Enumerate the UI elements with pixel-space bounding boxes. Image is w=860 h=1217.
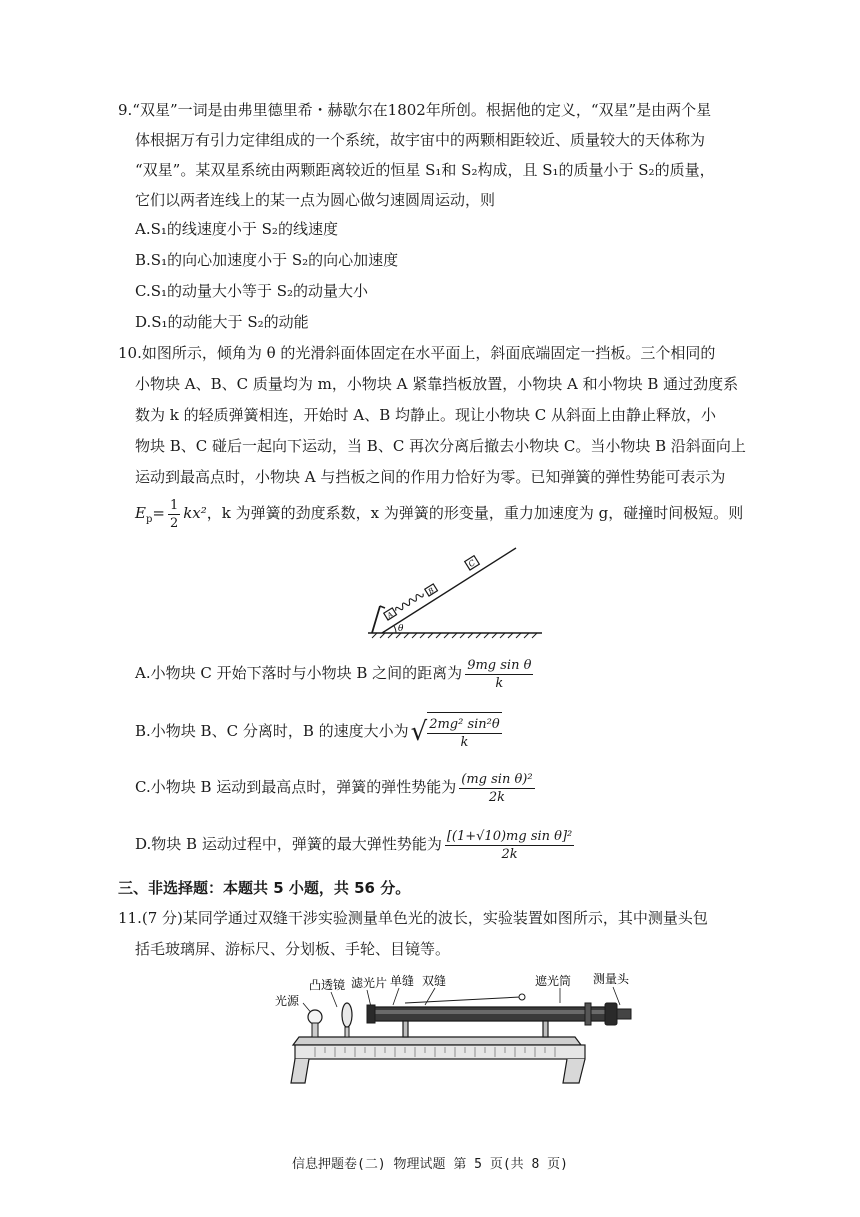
- q10-option-a-num: 9mg sin θ: [467, 657, 532, 673]
- ep-fraction-den: 2: [169, 515, 179, 531]
- q9-option-b: B.S₁的向心加速度小于 S₂的向心加速度: [135, 251, 399, 269]
- label-single-slit: 单缝: [390, 974, 415, 988]
- q9-option-d: D.S₁的动能大于 S₂的动能: [135, 313, 309, 331]
- q10-line-6-rest: ，k 为弹簧的劲度系数，x 为弹簧的形变量，重力加速度为 g，碰撞时间极短。则: [206, 504, 744, 522]
- q10-option-a-fraction: [465, 657, 533, 692]
- theta-arc: [394, 626, 396, 633]
- page-footer: 信息押题卷(二) 物理试题 第 5 页(共 8 页): [292, 1157, 568, 1172]
- q10-option-b: [135, 711, 502, 753]
- q10-option-d-den: 2k: [501, 846, 518, 862]
- ep-subscript: p: [145, 514, 153, 525]
- label-convex-lens: 凸透镜: [309, 978, 346, 992]
- q10-option-c: [135, 767, 538, 807]
- q10-option-c-text: C.小物块 B 运动到最高点时，弹簧的弹性势能为: [135, 778, 457, 796]
- q10-option-b-text: B.小物块 B、C 分离时，B 的速度大小为: [135, 722, 409, 740]
- incline-surface: [382, 548, 516, 633]
- block-b: [425, 584, 438, 597]
- ep-kx2: kx²: [183, 504, 207, 522]
- q11-line-1: 11.(7 分)某同学通过双缝干涉实验测量单色光的波长，实验装置如图所示，其中测量头包: [118, 909, 708, 927]
- q10-option-c-den: 2k: [488, 789, 505, 805]
- label-double-slit: 双缝: [422, 974, 447, 988]
- block-b-label: B: [426, 586, 436, 596]
- q10-option-d-text: D.物块 B 运动过程中，弹簧的最大弹性势能为: [135, 835, 442, 853]
- q9-line-2: 体根据万有引力定律组成的一个系统，故宇宙中的两颗相距较近、质量较大的天体称为: [135, 131, 706, 149]
- q10-energy-formula-line: [135, 496, 743, 537]
- q9-line-1: 9.“双星”一词是由弗里德里希・赫歇尔在1802年所创。根据他的定义，“双星”是由两个星: [118, 101, 712, 119]
- q10-option-c-fraction: [459, 771, 534, 806]
- q9-line-4: 它们以两者连线上的某一点为圆心做匀速圆周运动，则: [135, 191, 496, 209]
- block-a: [384, 608, 397, 621]
- label-light-source: 光源: [275, 994, 300, 1008]
- q10-option-c-num: (mg sin θ)²: [461, 771, 533, 787]
- q9-line-3: “双星”。某双星系统由两颗距离较近的恒星 S₁和 S₂构成，且 S₁的质量小于 S₂的质量，: [135, 161, 715, 179]
- ep-equals: =: [152, 504, 165, 522]
- ep-symbol: E: [135, 504, 146, 522]
- q10-option-b-fraction: [427, 716, 502, 751]
- light-bulb: [308, 1010, 322, 1037]
- theta-label: θ: [398, 624, 404, 634]
- q11-line-2: 括毛玻璃屏、游标尺、分划板、手轮、目镜等。: [135, 940, 451, 958]
- double-slit-apparatus-diagram: [275, 965, 650, 1100]
- component-stands: [403, 1021, 548, 1037]
- label-filter: 滤光片: [351, 976, 388, 990]
- q10-option-a: [135, 655, 536, 692]
- q10-option-d: [135, 824, 577, 864]
- section-3-heading: 三、非选择题：本题共 5 小题，共 56 分。: [118, 879, 411, 897]
- block-a-label: A: [385, 610, 395, 620]
- convex-lens: [342, 1003, 352, 1037]
- baffle: [372, 606, 380, 633]
- optical-bench-rail: [291, 1037, 585, 1083]
- q10-option-a-text: A.小物块 C 开始下落时与小物块 B 之间的距离为: [135, 664, 463, 682]
- q9-option-c: C.S₁的动量大小等于 S₂的动量大小: [135, 282, 369, 300]
- block-c: [465, 556, 480, 570]
- q10-option-a-den: k: [495, 675, 504, 691]
- q10-option-b-sqrt: √ $\frac{\text{2mg² sin²θ}}{k}$: [411, 711, 502, 753]
- q10-option-d-fraction: [445, 828, 574, 863]
- q9-option-a: A.S₁的线速度小于 S₂的线速度: [135, 220, 338, 238]
- q10-line-2: 小物块 A、B、C 质量均为 m，小物块 A 紧靠挡板放置，小物块 A 和小物块 B 通过劲度系: [135, 375, 739, 393]
- block-c-label: C: [466, 558, 477, 569]
- ep-fraction: [168, 497, 180, 532]
- q10-line-4: 物块 B、C 碰后一起向下运动，当 B、C 再次分离后撤去小物块 C。当小物块 B 沿斜面向上: [135, 437, 746, 455]
- incline-diagram: [360, 540, 550, 645]
- slit-adjust-rod: [405, 994, 525, 1003]
- label-light-shield-tube: 遮光筒: [535, 974, 572, 988]
- q10-line-3: 数为 k 的轻质弹簧相连，开始时 A、B 均静止。现让小物块 C 从斜面上由静止释放，小: [135, 406, 717, 424]
- q10-option-b-num: 2mg² sin²θ: [429, 717, 500, 733]
- q10-option-d-num: [(1+√10)mg sin θ]²: [446, 828, 573, 844]
- q10-line-1: 10.如图所示，倾角为 θ 的光滑斜面体固定在水平面上，斜面底端固定一挡板。三个相同的: [118, 344, 716, 362]
- label-measuring-head: 测量头: [593, 972, 630, 986]
- ep-fraction-num: 1: [169, 497, 179, 513]
- q10-line-5: 运动到最高点时，小物块 A 与挡板之间的作用力恰好为零。已知弹簧的弹性势能可表示为: [135, 468, 726, 486]
- q10-option-b-den: k: [460, 735, 469, 751]
